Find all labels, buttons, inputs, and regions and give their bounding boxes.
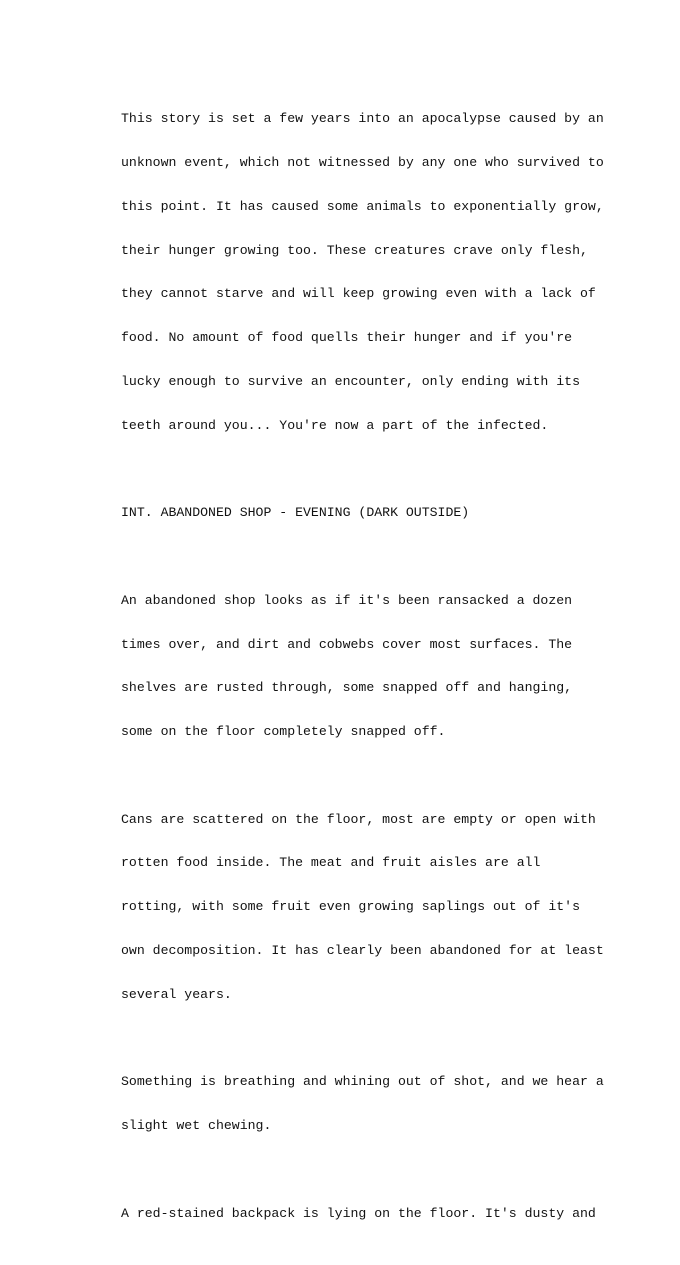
text-line: several years. — [121, 986, 232, 1002]
text-line: some on the floor completely snapped off. — [121, 724, 446, 740]
action-paragraph — [121, 784, 621, 1032]
text-line: slight wet chewing. — [121, 1118, 272, 1134]
text-line: INT. ABANDONED SHOP - EVENING (DARK OUTSIDE) — [121, 505, 470, 521]
text-line: This story is set a few years into an apocalypse caused by an — [121, 111, 604, 127]
action-paragraph — [121, 83, 621, 462]
text-line: own decomposition. It has clearly been abandoned for at least — [121, 943, 604, 959]
text-line: rotting, with some fruit even growing saplings out of it's — [121, 899, 580, 915]
text-line: Something is breathing and whining out of shot, and we hear a — [121, 1074, 604, 1090]
text-line: A red-stained backpack is lying on the floor. It's dusty and — [121, 1205, 596, 1221]
text-line: Cans are scattered on the floor, most are empty or open with — [121, 811, 596, 827]
action-paragraph — [121, 1178, 621, 1251]
text-line: they cannot starve and will keep growing even with a lack of — [121, 286, 596, 302]
text-line: An abandoned shop looks as if it's been ransacked a dozen — [121, 592, 573, 608]
text-line: their hunger growing too. These creatures crave only flesh, — [121, 242, 588, 258]
action-paragraph — [121, 565, 621, 769]
text-line: unknown event, which not witnessed by any one who survived to — [121, 154, 604, 170]
script-body — [121, 83, 621, 1265]
text-line: times over, and dirt and cobwebs cover most surfaces. The — [121, 636, 573, 652]
text-line: teeth around you... You're now a part of the infected. — [121, 417, 549, 433]
text-line: lucky enough to survive an encounter, only ending with its — [121, 373, 580, 389]
text-line: shelves are rusted through, some snapped off and hanging, — [121, 680, 573, 696]
text-line: this point. It has caused some animals to exponentially grow, — [121, 198, 604, 214]
text-line: rotten food inside. The meat and fruit aisles are all — [121, 855, 541, 871]
text-line: food. No amount of food quells their hunger and if you're — [121, 330, 573, 346]
action-paragraph — [121, 1046, 621, 1163]
scene-heading — [121, 477, 621, 550]
